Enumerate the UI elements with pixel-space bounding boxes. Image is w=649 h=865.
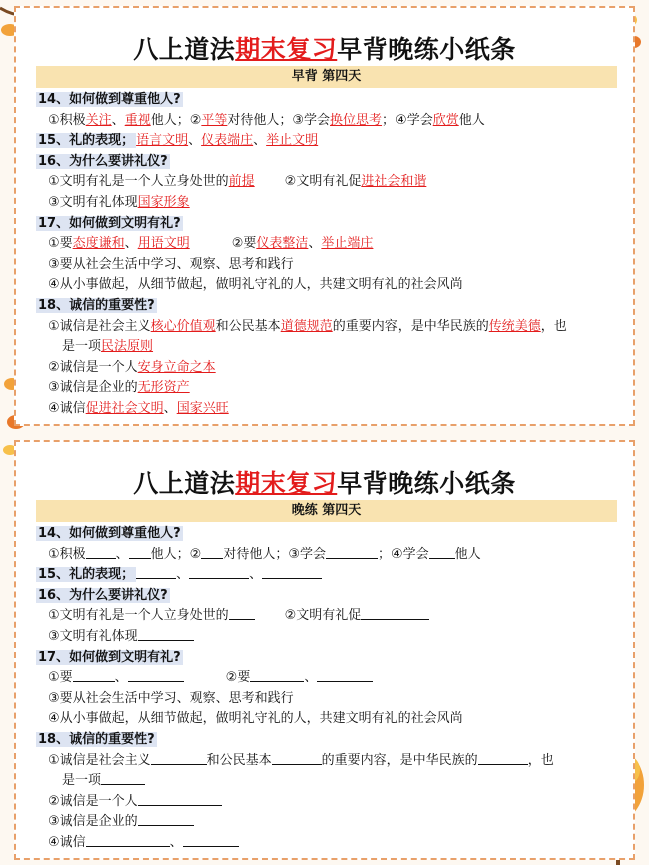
question-15: 15、礼的表现； 语言文明、仪表端庄、举止文明 [38,133,319,149]
blank-18-row4: ④诚信 、 [36,833,619,854]
fill-blank[interactable] [361,606,429,620]
fill-blank[interactable] [326,545,378,559]
morning-recitation-card [14,6,635,426]
question-17: 17、如何做到文明有礼? [38,215,181,231]
blank-18-row1b: 是一项 [36,771,619,792]
answer-17-row2: ③要从社会生活中学习、观察、思考和践行 [48,256,294,272]
question-16: 16、为什么要讲礼仪? [38,153,168,169]
page-title [16,30,633,66]
fill-blank[interactable] [250,668,304,682]
question-18: 18、诚信的重要性? [38,731,155,747]
blank-16-row2: ③文明有礼体现 [36,627,619,648]
title-highlight: 期末复习 [235,35,338,64]
fill-blank[interactable] [201,545,223,559]
fill-blank[interactable] [189,565,249,579]
fill-blank[interactable] [262,565,322,579]
fill-blank[interactable] [129,545,151,559]
morning-content [36,90,619,420]
answer-18-row2: ②诚信是一个人安身立命之本 [48,359,216,375]
fill-blank[interactable] [73,668,115,682]
question-16: 16、为什么要讲礼仪? [38,587,168,603]
fill-blank[interactable] [101,771,145,785]
fill-blank[interactable] [272,751,322,765]
answer-18-row3: ③诚信是企业的无形资产 [48,380,190,396]
fill-blank[interactable] [138,792,222,806]
blank-17-row1: ①要 、 ②要 、 [36,668,619,689]
evening-content [36,524,619,854]
section-band: 晚练 第四天 [36,500,617,522]
blank-18-row1: ①诚信是社会主义 和公民基本 的重要内容，是中华民族的 ，也 [48,752,554,768]
evening-practice-card [14,440,635,860]
fill-blank[interactable] [136,565,176,579]
fill-blank[interactable] [128,668,184,682]
section-band: 早背 第四天 [36,66,617,88]
fill-blank[interactable] [86,833,170,847]
question-14: 14、如何做到尊重他人? [38,92,181,107]
answer-18-row1b: 是一项民法原则 [62,339,154,355]
question-18: 18、诚信的重要性? [38,297,155,313]
fill-blank[interactable] [229,606,255,620]
title-prefix: 八上道法 [133,469,236,498]
title-prefix: 八上道法 [133,35,236,64]
blank-18-row2: ②诚信是一个人 [36,792,619,813]
blank-16-row1: ①文明有礼是一个人立身处世的 ②文明有礼促 [36,606,619,627]
question-14: 14、如何做到尊重他人? [38,526,181,541]
blank-14: ①积极 、 他人；② 对待他人；③学会 ；④学会 他人 [48,546,481,562]
fill-blank[interactable] [317,668,373,682]
title-suffix: 早背晚练小纸条 [337,35,516,64]
answer-17-row2: ③要从社会生活中学习、观察、思考和践行 [48,690,294,706]
answer-17-row1: ①要态度谦和、用语文明 ②要仪表整洁、举止端庄 [48,236,374,252]
fill-blank[interactable] [151,751,207,765]
title-highlight: 期末复习 [235,469,338,498]
fill-blank[interactable] [429,545,455,559]
fill-blank[interactable] [478,751,528,765]
answer-17-row3: ④从小事做起，从细节做起，做明礼守礼的人，共建文明有礼的社会风尚 [48,711,463,727]
question-15: 15、礼的表现； 、 、 [36,565,619,586]
title-suffix: 早背晚练小纸条 [337,469,516,498]
answer-18-row1: ①诚信是社会主义核心价值观和公民基本道德规范的重要内容，是中华民族的传统美德，也 [48,318,567,334]
answer-18-row4: ④诚信促进社会文明、国家兴旺 [48,400,229,416]
answer-16-row2: ③文明有礼体现国家形象 [48,194,190,210]
answer-16-row1: ①文明有礼是一个人立身处世的前提 ②文明有礼促进社会和谐 [48,174,427,190]
blank-18-row3: ③诚信是企业的 [36,812,619,833]
question-17: 17、如何做到文明有礼? [38,649,181,665]
fill-blank[interactable] [138,627,194,641]
fill-blank[interactable] [138,812,194,826]
answer-17-row3: ④从小事做起，从细节做起，做明礼守礼的人，共建文明有礼的社会风尚 [48,277,463,293]
answer-14: ①积极关注、重视他人；②平等对待他人；③学会换位思考；④学会欣赏他人 [48,112,485,128]
fill-blank[interactable] [183,833,239,847]
fill-blank[interactable] [86,545,116,559]
page-title-repeat [16,464,633,500]
